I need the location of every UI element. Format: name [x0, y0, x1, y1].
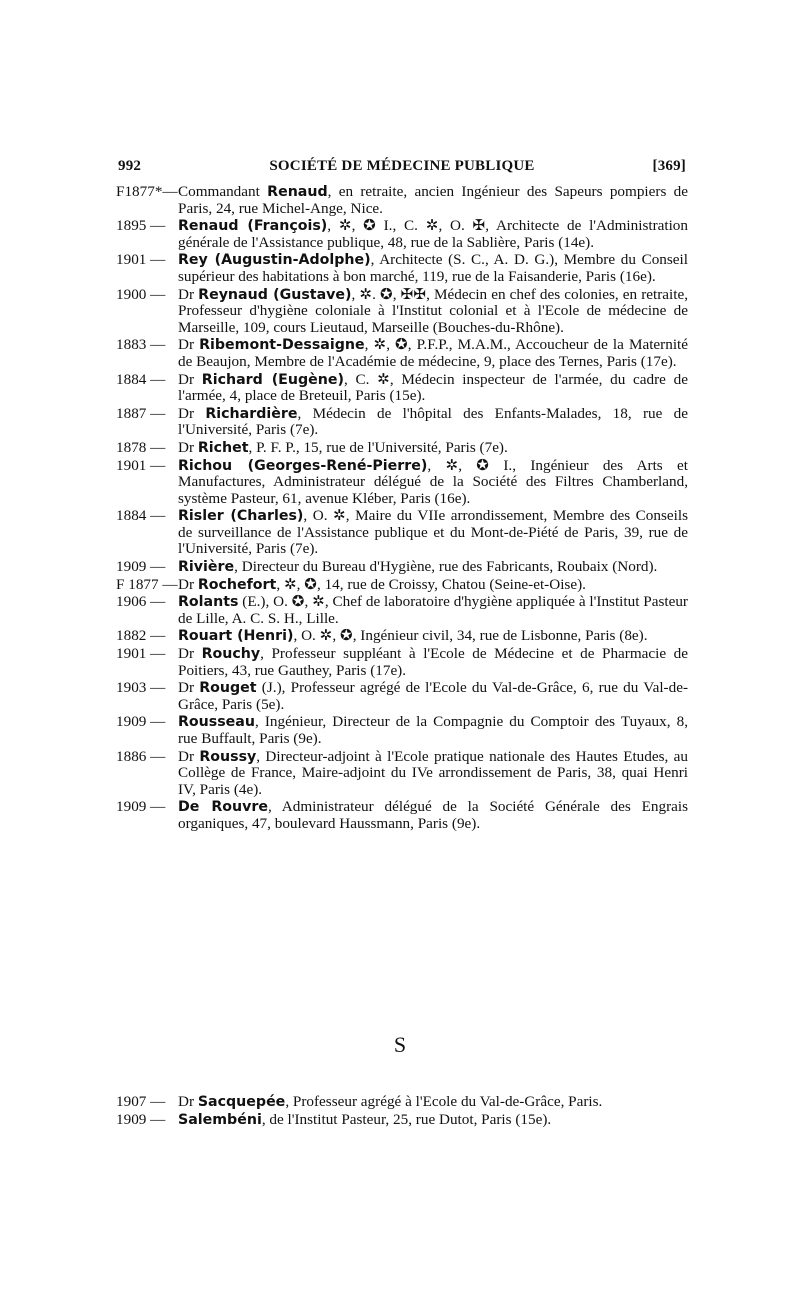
member-name: Richou (Georges-René-Pierre)	[178, 457, 428, 474]
member-name: Risler (Charles)	[178, 508, 304, 525]
entry-text	[178, 628, 688, 645]
section-letter: S	[393, 1032, 407, 1057]
member-name: Rivière	[178, 559, 235, 576]
entry-text	[178, 749, 688, 799]
member-name: Reynaud (Gustave)	[198, 286, 352, 303]
entry-text	[178, 184, 688, 217]
entry-details: , Professeur suppléant à l'Ecole de Médecine et de Pharmacie de Poitiers, 43, rue Gauthey, Paris (17e).	[178, 645, 688, 679]
member-name: Rochefort	[197, 576, 277, 593]
running-title: SOCIÉTÉ DE MÉDECINE PUBLIQUE	[269, 158, 535, 174]
member-entry	[116, 714, 688, 747]
entry-details: , en retraite, ancien Ingénieur des Sapeurs pompiers de Paris, 24, rue Michel-Ange, Nice.	[178, 183, 688, 217]
entry-details: , ✲, ✪, P.F.P., M.A.M., Accoucheur de la Maternité de Beaujon, Membre de l'Académie de médecine, 9, place des Ternes, Paris (17e).	[178, 336, 688, 370]
entry-details: , Médecin de l'hôpital des Enfants-Malades, 18, rue de l'Université, Paris (7e).	[178, 404, 688, 439]
entry-details: , Directeur-adjoint à l'Ecole pratique nationale des Hautes Etudes, au Collège de France, Maire-adjoint du IVe arrondissement de Paris, 38, quai Henri IV, Paris (4e).	[178, 747, 688, 798]
entry-text	[178, 577, 688, 594]
entry-year: 1901 —	[116, 456, 166, 474]
entry-text	[178, 594, 688, 627]
member-name: Rouget	[199, 680, 257, 697]
member-entry	[116, 628, 688, 645]
member-name: Sacquepée	[197, 1094, 286, 1110]
entry-text	[178, 252, 688, 285]
member-entry	[116, 1094, 688, 1111]
member-entry	[116, 458, 688, 508]
entry-text	[178, 508, 688, 558]
entry-details: , ✲, ✪ I., Ingénieur des Arts et Manufactures, Administrateur délégué de la Société des Filtres Chamberland, système Pasteur, 61, avenue Kléber, Paris (16e).	[178, 456, 688, 507]
member-name: Renaud (François)	[178, 218, 328, 235]
entry-year: 1884 —	[116, 370, 166, 388]
member-entry	[116, 799, 688, 832]
member-name: De Rouvre	[178, 799, 268, 816]
entry-text	[178, 1094, 688, 1111]
entry-text	[178, 1112, 688, 1129]
member-name: Rolants	[178, 594, 239, 611]
entry-text	[178, 218, 688, 251]
member-entry	[116, 287, 688, 337]
entry-year: 1907 —	[116, 1093, 166, 1110]
entry-details: , ✲, ✪, 14, rue de Croissy, Chatou (Seine-et-Oise).	[276, 575, 586, 593]
member-entry	[116, 440, 688, 457]
entry-year: 1882 —	[116, 627, 166, 645]
entry-details: , Architecte (S. C., A. D. G.), Membre du Conseil supérieur des habitations à bon marché, 119, rue de la Faisanderie, Paris (16e).	[178, 251, 688, 285]
entry-details: , C. ✲, Médecin inspecteur de l'armée, du cadre de l'armée, 4, place de Breteuil, Paris (15e).	[178, 370, 688, 405]
member-entry	[116, 1112, 688, 1129]
entry-details: (J.), Professeur agrégé de l'Ecole du Val-de-Grâce, 6, rue du Val-de-Grâce, Paris (5e).	[178, 679, 688, 713]
member-list	[116, 184, 688, 834]
entry-year: 1909 —	[116, 1110, 166, 1128]
entry-year: 1900 —	[116, 285, 166, 303]
member-name: Richard (Eugène)	[201, 371, 344, 388]
member-name: Rouchy	[201, 646, 261, 663]
entry-text	[178, 406, 688, 439]
page-reference: [369]	[652, 158, 686, 174]
entry-title-prefix: Dr	[178, 404, 206, 422]
page-number: 992	[118, 158, 142, 174]
member-name: Ribemont-Dessaigne	[199, 337, 365, 354]
entry-title-prefix: Dr	[178, 747, 200, 765]
entry-title-prefix: Commandant	[178, 183, 268, 200]
member-entry	[116, 218, 688, 251]
entry-details: , Professeur agrégé à l'Ecole du Val-de-Grâce, Paris.	[285, 1093, 603, 1110]
entry-year: F 1877 —	[116, 575, 178, 593]
entry-text	[178, 714, 688, 747]
member-entry	[116, 184, 688, 217]
entry-text	[178, 458, 688, 508]
entry-text	[178, 559, 688, 576]
entry-title-prefix: Dr	[178, 285, 199, 303]
member-list-s	[116, 1094, 688, 1129]
member-name: Roussy	[199, 748, 257, 765]
entry-year: 1883 —	[116, 336, 166, 354]
page-header	[118, 158, 686, 178]
member-name: Richardière	[205, 405, 298, 422]
member-entry	[116, 337, 688, 370]
entry-year: 1903 —	[116, 679, 166, 697]
entry-year: 1878 —	[116, 438, 166, 456]
entry-title-prefix: Dr	[178, 645, 202, 663]
entry-year: 1901 —	[116, 251, 166, 269]
entry-details: , O. ✲, ✪, Ingénieur civil, 34, rue de Lisbonne, Paris (8e).	[293, 627, 648, 645]
member-entry	[116, 680, 688, 713]
member-entry	[116, 749, 688, 799]
entry-text	[178, 680, 688, 713]
member-entry	[116, 646, 688, 679]
entry-details: , ✲. ✪, ✠✠, Médecin en chef des colonies, en retraite, Professeur d'hygiène coloniale à l'Institut colonial et à l'Ecole de médecine de Marseille, 109, cours Lieutaud, Marseille (Bouches-du-Rhône).	[178, 285, 688, 336]
entry-year: 1895 —	[116, 217, 166, 235]
member-entry	[116, 559, 688, 576]
member-name: Salembéni	[178, 1111, 262, 1128]
member-name: Rouart (Henri)	[178, 628, 294, 645]
member-entry	[116, 372, 688, 405]
entry-details: , Ingénieur, Directeur de la Compagnie du Comptoir des Tuyaux, 8, rue Buffault, Paris (9e).	[178, 713, 688, 747]
member-entry	[116, 406, 688, 439]
entry-details: , Administrateur délégué de la Société Générale des Engrais organiques, 47, boulevard Haussmann, Paris (9e).	[178, 798, 688, 832]
member-name: Richet	[197, 439, 249, 456]
entry-year: 1886 —	[116, 747, 166, 765]
member-name: Renaud	[267, 184, 328, 200]
member-entry	[116, 508, 688, 558]
entry-year: 1909 —	[116, 713, 166, 731]
entry-title-prefix: Dr	[178, 370, 202, 388]
entry-title-prefix: Dr	[178, 575, 198, 593]
entry-title-prefix: Dr	[178, 438, 198, 456]
entry-title-prefix: Dr	[178, 336, 200, 354]
member-name: Rousseau	[178, 714, 255, 731]
entry-text	[178, 337, 688, 370]
entry-details: , ✲, ✪ I., C. ✲, O. ✠, Architecte de l'Administration générale de l'Assistance publique, 48, rue de la Sablière, Paris (14e).	[178, 217, 688, 251]
entry-year: 1906 —	[116, 593, 166, 611]
entry-year: F1877*—	[116, 183, 178, 200]
entry-year: 1909 —	[116, 558, 166, 576]
entry-year: 1909 —	[116, 798, 166, 816]
member-entry	[116, 577, 688, 594]
entry-details: (E.), O. ✪, ✲, Chef de laboratoire d'hygiène appliquée à l'Institut Pasteur de Lille, A. C. S. H., Lille.	[178, 593, 688, 627]
entry-year: 1901 —	[116, 645, 166, 663]
entry-details: , O. ✲, Maire du VIIe arrondissement, Membre des Conseils de surveillance de l'Assistance publique et du Mont-de-Piété de Paris, 39, rue de l'Université, Paris (7e).	[178, 507, 688, 558]
entry-text	[178, 646, 688, 679]
entry-text	[178, 372, 688, 405]
entry-year: 1884 —	[116, 507, 166, 525]
entry-text	[178, 287, 688, 337]
entry-year: 1887 —	[116, 404, 166, 422]
entry-details: , P. F. P., 15, rue de l'Université, Paris (7e).	[248, 438, 508, 456]
entry-title-prefix: Dr	[178, 679, 200, 697]
entry-text	[178, 799, 688, 832]
entry-details: , de l'Institut Pasteur, 25, rue Dutot, Paris (15e).	[261, 1110, 552, 1128]
entry-title-prefix: Dr	[178, 1093, 198, 1110]
entry-details: , Directeur du Bureau d'Hygiène, rue des Fabricants, Roubaix (Nord).	[234, 558, 658, 576]
member-name: Rey (Augustin-Adolphe)	[178, 252, 371, 269]
entry-text	[178, 440, 688, 457]
member-entry	[116, 594, 688, 627]
member-entry	[116, 252, 688, 285]
